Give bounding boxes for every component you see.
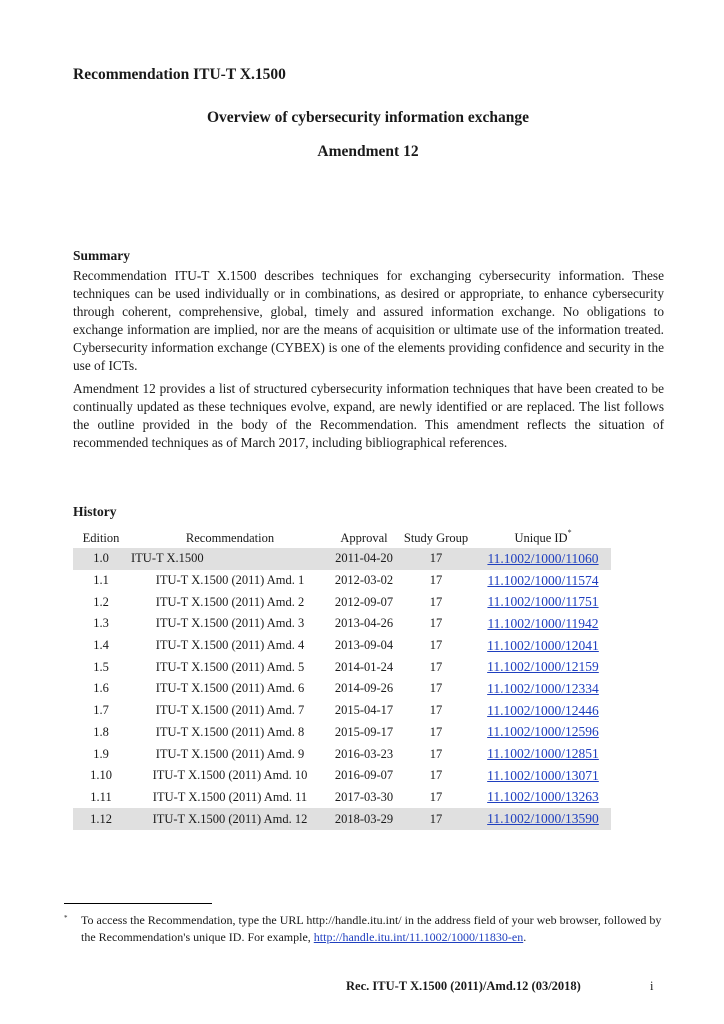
study-group-cell: 17 xyxy=(429,594,443,609)
approval-cell: 2018-03-29 xyxy=(331,808,397,830)
study-group-cell: 17 xyxy=(397,808,475,830)
unique-id-cell xyxy=(475,678,611,700)
summary-heading: Summary xyxy=(73,248,130,263)
unique-id-link[interactable]: 11.1002/1000/11574 xyxy=(487,572,599,588)
history-section xyxy=(73,504,633,830)
footnote-marker: * xyxy=(567,527,572,537)
history-table xyxy=(73,528,611,830)
table-row xyxy=(73,700,611,722)
approval-cell: 2012-09-07 xyxy=(334,594,394,609)
unique-id-cell xyxy=(475,635,611,657)
unique-id-cell xyxy=(475,787,611,809)
edition-cell: 1.7 xyxy=(93,703,109,718)
approval-cell: 2015-09-17 xyxy=(334,724,394,739)
unique-id-cell xyxy=(475,808,611,830)
approval-cell: 2015-04-17 xyxy=(334,703,394,718)
recommendation-cell: ITU-T X.1500 (2011) Amd. 2 xyxy=(155,594,305,609)
unique-id-cell xyxy=(475,548,611,570)
table-row xyxy=(73,570,611,592)
unique-id-cell xyxy=(475,700,611,722)
recommendation-cell: ITU-T X.1500 xyxy=(129,548,331,570)
document-title: Overview of cybersecurity information exchange xyxy=(207,109,529,126)
history-heading: History xyxy=(73,504,117,519)
study-group-cell: 17 xyxy=(429,724,443,739)
footnote-divider xyxy=(64,903,212,904)
edition-cell: 1.6 xyxy=(93,681,109,696)
approval-cell: 2014-01-24 xyxy=(334,659,394,674)
unique-id-link[interactable]: 11.1002/1000/12446 xyxy=(487,702,599,718)
edition-cell: 1.0 xyxy=(73,548,129,570)
study-group-cell: 17 xyxy=(429,616,443,631)
summary-paragraph: Amendment 12 provides a list of structured cybersecurity information techniques that have been created to be continually updated as these techniques evolve, expand, are newly identified or are replaced. The list follows the outline provided in the body of the Recommendation. This amendment reflects the situation of recommended techniques as of March 2017, including bibliographical references. xyxy=(73,381,664,450)
table-row xyxy=(73,765,611,787)
footnote-text-before: To access the Recommendation, type the URL http://handle.itu.int/ in the address field of your web browser, followed by the Recommendation's unique ID. For example, xyxy=(81,913,662,944)
edition-cell: 1.4 xyxy=(93,638,109,653)
study-group-cell: 17 xyxy=(429,573,443,588)
unique-id-cell xyxy=(475,765,611,787)
column-header-unique-id xyxy=(475,528,611,548)
unique-id-cell xyxy=(475,656,611,678)
unique-id-link[interactable]: 11.1002/1000/13071 xyxy=(487,767,599,783)
recommendation-cell: ITU-T X.1500 (2011) Amd. 10 xyxy=(152,768,308,783)
table-row xyxy=(73,678,611,700)
edition-cell: 1.1 xyxy=(93,573,109,588)
unique-id-cell xyxy=(475,570,611,592)
unique-id-link[interactable]: 11.1002/1000/13263 xyxy=(487,789,599,805)
unique-id-link[interactable]: 11.1002/1000/12851 xyxy=(487,746,599,762)
table-row xyxy=(73,787,611,809)
approval-cell: 2011-04-20 xyxy=(331,548,397,570)
footnote xyxy=(64,912,664,946)
study-group-cell: 17 xyxy=(429,746,443,761)
edition-cell: 1.12 xyxy=(73,808,129,830)
recommendation-cell: ITU-T X.1500 (2011) Amd. 11 xyxy=(152,789,308,804)
column-header-approval: Approval xyxy=(340,530,388,545)
study-group-cell: 17 xyxy=(429,681,443,696)
study-group-cell: 17 xyxy=(429,638,443,653)
edition-cell: 1.3 xyxy=(93,616,109,631)
table-row xyxy=(73,808,611,830)
column-header-recommendation: Recommendation xyxy=(185,530,275,545)
approval-cell: 2013-04-26 xyxy=(334,616,394,631)
study-group-cell: 17 xyxy=(429,703,443,718)
edition-cell: 1.5 xyxy=(93,659,109,674)
approval-cell: 2014-09-26 xyxy=(334,681,394,696)
unique-id-link[interactable]: 11.1002/1000/13590 xyxy=(487,811,599,827)
recommendation-cell: ITU-T X.1500 (2011) Amd. 5 xyxy=(155,659,305,674)
study-group-cell: 17 xyxy=(429,789,443,804)
amendment-title: Amendment 12 xyxy=(317,143,419,160)
footnote-example-link[interactable]: http://handle.itu.int/11.1002/1000/11830-en xyxy=(313,930,524,944)
approval-cell: 2013-09-04 xyxy=(334,638,394,653)
approval-cell: 2016-03-23 xyxy=(334,746,394,761)
unique-id-cell xyxy=(475,743,611,765)
recommendation-cell: ITU-T X.1500 (2011) Amd. 7 xyxy=(155,703,305,718)
unique-id-cell xyxy=(475,591,611,613)
study-group-cell: 17 xyxy=(397,548,475,570)
unique-id-link[interactable]: 11.1002/1000/11060 xyxy=(487,550,599,566)
study-group-cell: 17 xyxy=(429,659,443,674)
unique-id-link[interactable]: 11.1002/1000/11942 xyxy=(487,615,599,631)
unique-id-label: Unique ID xyxy=(514,530,568,545)
recommendation-cell: ITU-T X.1500 (2011) Amd. 8 xyxy=(155,724,305,739)
footnote-text-after: . xyxy=(523,930,527,944)
table-row xyxy=(73,743,611,765)
recommendation-title: Recommendation ITU-T X.1500 xyxy=(73,66,286,83)
column-header-edition: Edition xyxy=(82,530,120,545)
approval-cell: 2012-03-02 xyxy=(334,573,394,588)
footer-reference: Rec. ITU-T X.1500 (2011)/Amd.12 (03/2018) xyxy=(346,979,581,993)
footnote-text xyxy=(81,912,664,946)
summary-section xyxy=(73,248,664,457)
study-group-cell: 17 xyxy=(429,768,443,783)
unique-id-link[interactable]: 11.1002/1000/12334 xyxy=(487,680,599,696)
edition-cell: 1.10 xyxy=(90,768,112,783)
recommendation-cell: ITU-T X.1500 (2011) Amd. 3 xyxy=(155,616,305,631)
unique-id-cell xyxy=(475,722,611,744)
approval-cell: 2016-09-07 xyxy=(334,768,394,783)
unique-id-link[interactable]: 11.1002/1000/11751 xyxy=(487,594,599,610)
unique-id-link[interactable]: 11.1002/1000/12596 xyxy=(487,724,599,740)
edition-cell: 1.8 xyxy=(93,724,109,739)
table-row xyxy=(73,635,611,657)
approval-cell: 2017-03-30 xyxy=(334,789,394,804)
edition-cell: 1.9 xyxy=(93,746,109,761)
history-table-header xyxy=(73,528,611,548)
column-header-study-group: Study Group xyxy=(403,530,469,545)
recommendation-cell: ITU-T X.1500 (2011) Amd. 6 xyxy=(155,681,305,696)
table-row xyxy=(73,613,611,635)
table-row xyxy=(73,722,611,744)
edition-cell: 1.11 xyxy=(90,789,112,804)
unique-id-link[interactable]: 11.1002/1000/12159 xyxy=(487,659,599,675)
table-row xyxy=(73,656,611,678)
recommendation-cell: ITU-T X.1500 (2011) Amd. 1 xyxy=(155,573,305,588)
edition-cell: 1.2 xyxy=(93,594,109,609)
summary-paragraph: Recommendation ITU-T X.1500 describes techniques for exchanging cybersecurity information. These techniques can be used individually or in combinations, as desired or appropriate, to enhance cybersecurity through coherent, comprehensive, global, timely and assured information exchange. No obligations to exchange information are implied, nor are the means of acquisition or ultimate use of the information treated. Cybersecurity information exchange (CYBEX) is one of the elements providing confidence and security in the use of ICTs. xyxy=(73,268,664,373)
table-row xyxy=(73,591,611,613)
recommendation-cell: ITU-T X.1500 (2011) Amd. 4 xyxy=(155,638,305,653)
recommendation-cell: ITU-T X.1500 (2011) Amd. 12 xyxy=(129,808,331,830)
page-number: i xyxy=(650,979,654,993)
unique-id-link[interactable]: 11.1002/1000/12041 xyxy=(487,637,599,653)
recommendation-cell: ITU-T X.1500 (2011) Amd. 9 xyxy=(155,746,305,761)
footnote-mark: * xyxy=(64,914,68,922)
unique-id-cell xyxy=(475,613,611,635)
table-row xyxy=(73,548,611,570)
